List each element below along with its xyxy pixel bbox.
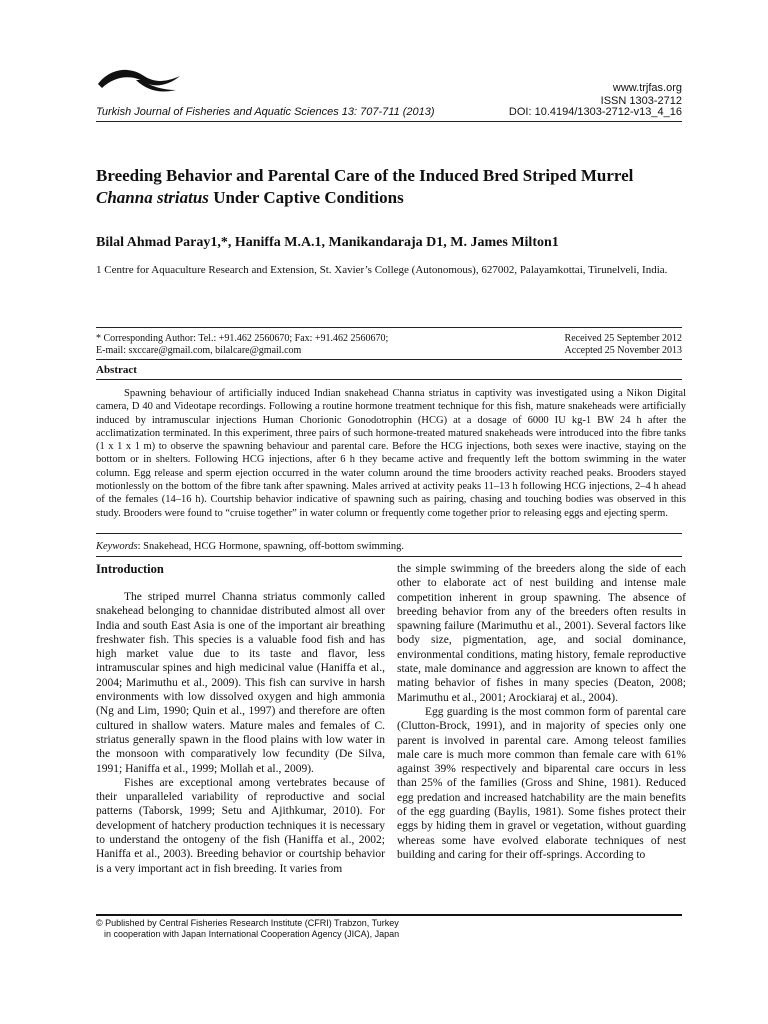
keywords-label: Keywords [96, 541, 138, 552]
keywords [96, 541, 404, 552]
article-title [96, 165, 696, 209]
meta-divider-top [96, 327, 682, 328]
abstract-text: Spawning behaviour of artificially induced Indian snakehead Channa striatus in captivity was investigated using a Nikon Digital camera, D 40 and Videotape recordings. Following a routine hormone treatment technique for this fish, mature snakeheads were artificially induced by intramuscular injections Human Chorionic Gonodotrophin (HCG) at a dosage of 6000 IU kg-1 BW 24 h after the acclimatization terminated. In this experiment, three pairs of such hormone-treated matured snakeheads were introduced into the fibre tanks (1 x 1 x 1 m) to observe the spawning behaviour and parental care. Before the HCG injections, both sexes were inactive, staying on the bottom or in shelters. Following HCG injections, after 6 h they became active and frequently left the bottom swimming in the water column. Egg release and sperm ejection occurred in the water column around the time brooders activity reached peaks. Brooders stayed motionlessly on the bottom of the fibre tank after spawning. Males arrived at activity peaks 11–13 h following HCG injections, 2–4 h ahead of the females (14–16 h). Courtship behavior indicative of spawning such as pairing, chasing and touching bodies was observed in this study. Brooders were found to “cruise together” in water column or frequently come together prior to releasing eggs and ejecting sperm. [96, 388, 686, 519]
title-line-1: Breeding Behavior and Parental Care of the Induced Bred Striped Murrel [96, 166, 634, 185]
article-dates [565, 333, 682, 357]
doi[interactable]: DOI: 10.4194/1303-2712-v13_4_16 [508, 106, 682, 118]
abstract-divider-bottom [96, 533, 682, 534]
website-link[interactable]: www.trjfas.org [612, 82, 682, 94]
corresponding-phone: * Corresponding Author: Tel.: +91.462 2560670; Fax: +91.462 2560670; [96, 333, 389, 344]
issn: ISSN 1303-2712 [600, 95, 682, 107]
introduction-heading: Introduction [96, 562, 164, 576]
abstract-heading: Abstract [96, 364, 137, 376]
body-paragraph: the simple swimming of the breeders along the side of each other to elaborate act of nest building and intense male competition inherent in group spawning. The absence of breeding behavior from any of the breeders often results in spawning failure (Marimuthu et al., 2001). Several factors like body size, pigmentation, age, and social dominance, environmental conditions, mating history, female reproductive state, male dominance and aggression are known to affect the mating behavior of fishes in many species (Deaton, 2008; Marimuthu et al., 2001; Arockiaraj et al., 2004). [397, 563, 686, 704]
fish-logo-icon [96, 64, 182, 96]
footer-line-2: in cooperation with Japan International Cooperation Agency (JICA), Japan [104, 929, 400, 939]
title-species: Channa striatus [96, 188, 209, 207]
header-divider [96, 121, 682, 122]
footer-divider [96, 914, 682, 916]
affiliation: 1 Centre for Aquaculture Research and Extension, St. Xavier’s College (Autonomous), 627002, Palayamkottai, Tirunelveli, India. [96, 264, 668, 276]
abstract-divider-top [96, 379, 682, 380]
body-paragraph: Egg guarding is the most common form of parental care (Clutton-Brock, 1991), and in majority of species only one parent is involved in parental care. Among teleost families male care is much more common than female care with 61% against 39% respectively and biparental care occurs in less than 25% of the families (Gross and Shine, 1981). Reduced egg predation and increased hatchability are the main benefits of the egg guarding (Baylis, 1981). Some fishes protect their eggs by hiding them in gravel or vegetation, without guarding whereas some have evolved elaborate techniques of nest building and caring for their off-springs. According to [397, 705, 686, 861]
title-line-2: Under Captive Conditions [208, 188, 404, 207]
journal-identifiers [601, 82, 682, 108]
corresponding-author [96, 333, 388, 357]
author-list: Bilal Ahmad Paray1,*, Haniffa M.A.1, Manikandaraja D1, M. James Milton1 [96, 235, 559, 250]
body-paragraph: Fishes are exceptional among vertebrates because of their unparalleled variability of reproductive and social patterns (Taborsk, 1999; Setu and Ajithkumar, 2010). For development of hatchery production techniques it is necessary to understand the ontogeny of the fish (Haniffa et al., 2002; Haniffa et al., 2003). Breeding behavior or courtship behavior is a very important act in fish breeding. It varies from [96, 776, 385, 875]
left-column [96, 562, 385, 876]
received-date: Received 25 September 2012 [564, 333, 682, 344]
journal-line [96, 106, 682, 118]
keywords-text: : Snakehead, HCG Hormone, spawning, off-bottom swimming. [137, 541, 404, 552]
right-column [397, 562, 686, 862]
publisher-footer [96, 918, 399, 940]
meta-divider-bottom [96, 359, 682, 360]
journal-citation: Turkish Journal of Fisheries and Aquatic Sciences 13: 707-711 (2013) [96, 106, 435, 118]
footer-line-1: © Published by Central Fisheries Research Institute (CFRI) Trabzon, Turkey [96, 918, 399, 928]
keywords-divider [96, 556, 682, 557]
accepted-date: Accepted 25 November 2013 [564, 345, 682, 356]
corresponding-email[interactable]: E-mail: sxccare@gmail.com, bilalcare@gmail.com [96, 345, 302, 356]
body-paragraph: The striped murrel Channa striatus commonly called snakehead belonging to channidae distributed almost all over India and south East Asia is one of the important air breathing freshwater fish. This species is a valuable food fish and has high market value due to its taste and flavor, less intramuscular spines and high medicinal value (Haniffa et al., 2004; Marimuthu et al., 2009). This fish can survive in harsh environments with low dissolved oxygen and high ammonia (Ng and Lim, 1990; Quin et al., 1997) and therefore are often cultured in shallow waters. Mature males and females of C. striatus generally spawn in the flood plains with low water in the monsoon with comparatively low fecundity (De Silva, 1991; Haniffa et al., 1999; Mollah et al., 2009). [96, 591, 385, 775]
